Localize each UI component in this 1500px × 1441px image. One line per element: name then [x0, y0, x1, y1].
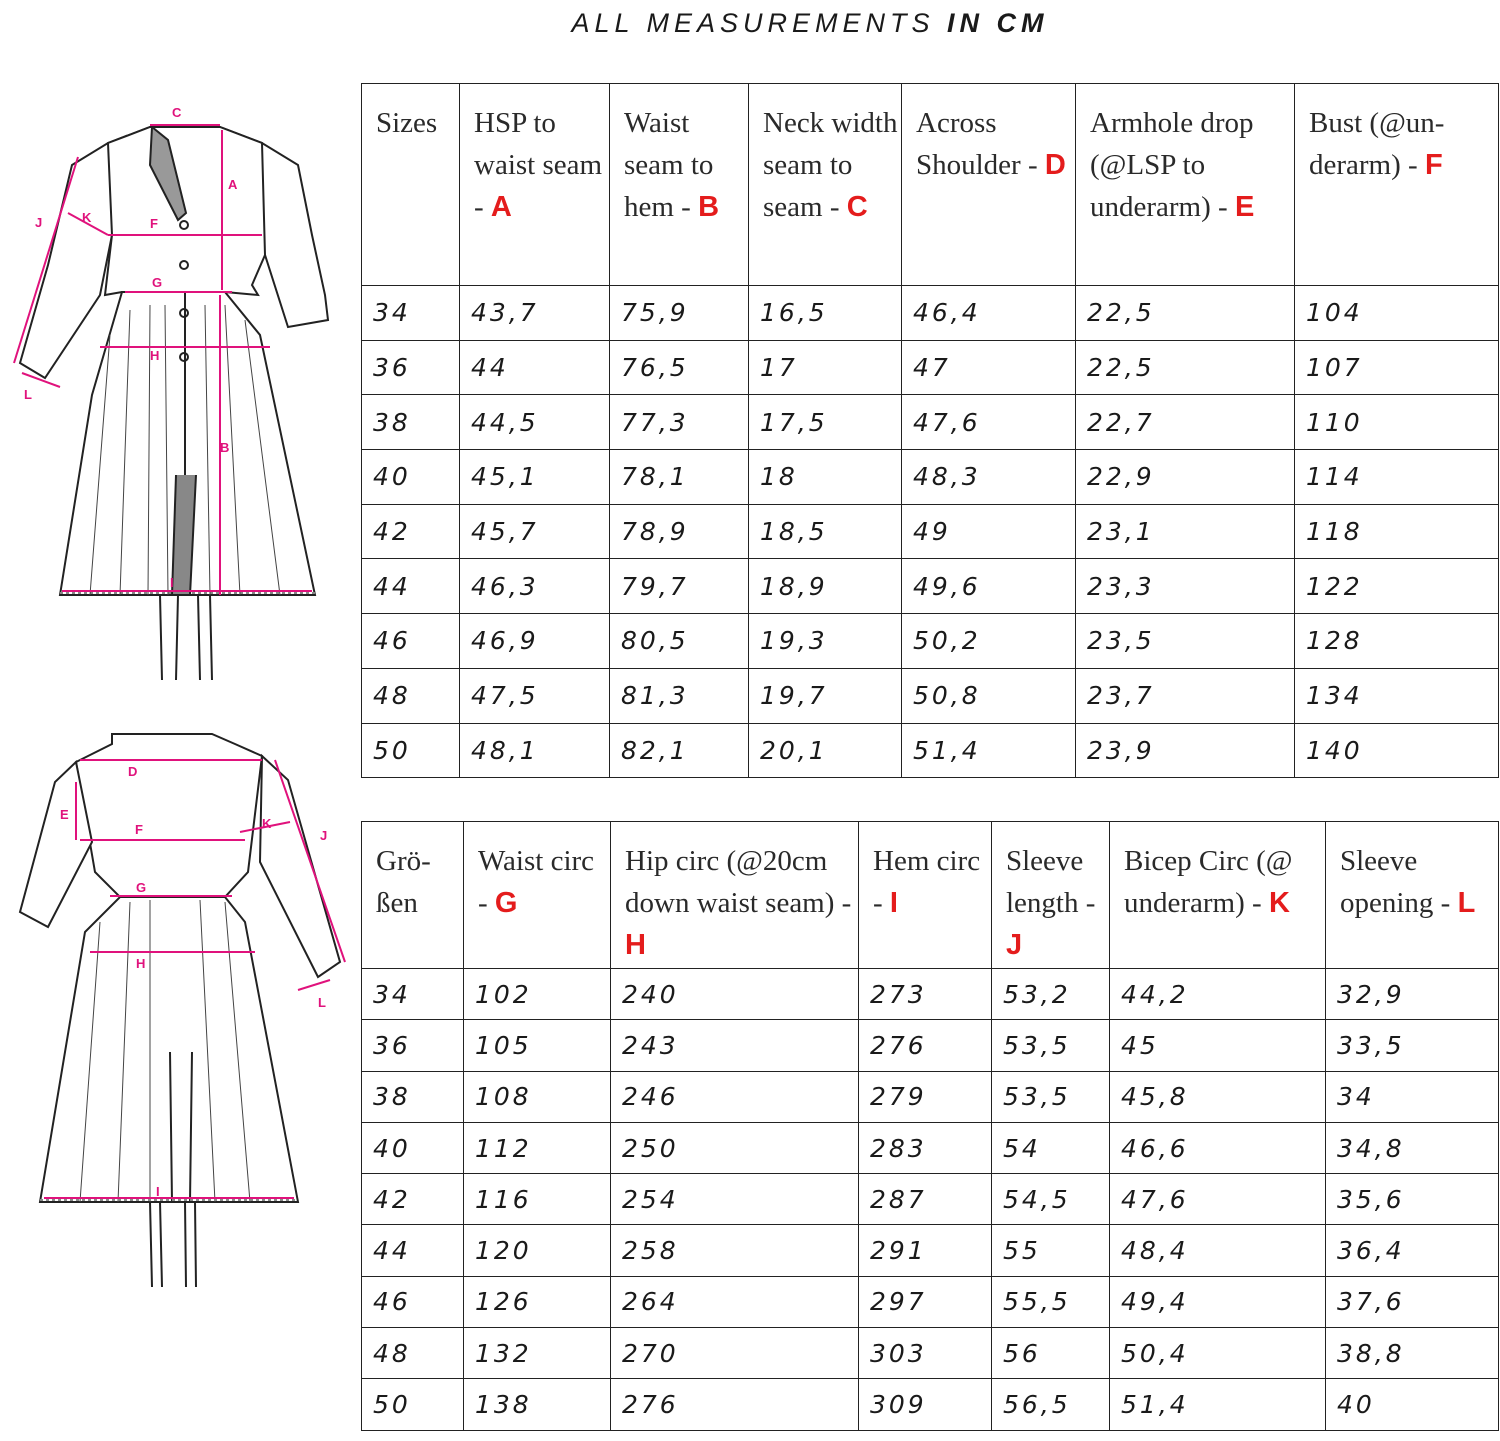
table-cell: 20,1	[749, 723, 902, 778]
table-cell: 114	[1295, 450, 1499, 505]
table-cell: 23,7	[1076, 668, 1295, 723]
table-cell: 276	[611, 1379, 859, 1430]
table-cell: 19,7	[749, 668, 902, 723]
table-cell: 246	[611, 1071, 859, 1122]
table-cell: 45,8	[1110, 1071, 1326, 1122]
column-header	[749, 84, 902, 286]
table-cell: 53,5	[992, 1020, 1110, 1071]
table-row	[362, 1379, 1499, 1430]
svg-text:G: G	[152, 275, 163, 290]
table-cell: 44	[362, 1225, 464, 1276]
table-cell: 48,3	[902, 450, 1076, 505]
table-cell: 44	[362, 559, 460, 614]
table-cell: 110	[1295, 395, 1499, 450]
measurement-code: D	[1044, 149, 1066, 181]
table-cell: 75,9	[610, 286, 749, 341]
column-header-label: Sleeve length -	[1006, 845, 1096, 919]
back-garment-diagram	[0, 722, 360, 1292]
table-cell: 82,1	[610, 723, 749, 778]
svg-text:J: J	[320, 828, 328, 843]
table-cell: 287	[859, 1174, 992, 1225]
svg-text:A: A	[228, 177, 238, 192]
table-cell: 254	[611, 1174, 859, 1225]
measurement-code: F	[1424, 149, 1443, 181]
table-cell: 46	[362, 614, 460, 669]
table-cell: 46,4	[902, 286, 1076, 341]
table-cell: 283	[859, 1122, 992, 1173]
size-chart-table-1	[361, 83, 1499, 778]
table-row	[362, 668, 1499, 723]
column-header-label: Armhole drop (@LSP to underarm) -	[1090, 107, 1254, 223]
column-header-label: Bust (@un-derarm) -	[1309, 107, 1445, 181]
column-header	[610, 84, 749, 286]
table-row	[362, 1122, 1499, 1173]
svg-text:F: F	[135, 822, 143, 837]
table-cell: 47,5	[460, 668, 610, 723]
table-row	[362, 1276, 1499, 1327]
table-cell: 34,8	[1326, 1122, 1499, 1173]
svg-text:I: I	[170, 575, 174, 590]
table-cell: 35,6	[1326, 1174, 1499, 1225]
table-cell: 264	[611, 1276, 859, 1327]
back-garment-svg	[0, 722, 360, 1292]
column-header-label: Bicep Circ (@ underarm) -	[1124, 845, 1293, 919]
table-cell: 40	[362, 1122, 464, 1173]
table-cell: 22,7	[1076, 395, 1295, 450]
table-cell: 138	[464, 1379, 611, 1430]
column-header	[464, 822, 611, 969]
table-cell: 122	[1295, 559, 1499, 614]
table-cell: 18	[749, 450, 902, 505]
table-body	[362, 286, 1499, 778]
svg-text:K: K	[82, 210, 92, 225]
table-cell: 34	[362, 969, 464, 1020]
table-cell: 48,1	[460, 723, 610, 778]
table-cell: 45,1	[460, 450, 610, 505]
measurement-code: K	[1268, 887, 1290, 919]
table-cell: 134	[1295, 668, 1499, 723]
table-cell: 80,5	[610, 614, 749, 669]
table-cell: 23,3	[1076, 559, 1295, 614]
svg-text:J: J	[35, 215, 43, 230]
table-cell: 36,4	[1326, 1225, 1499, 1276]
table-cell: 49,4	[1110, 1276, 1326, 1327]
table-cell: 51,4	[1110, 1379, 1326, 1430]
column-header-label: HSP to waist seam -	[474, 107, 603, 223]
measurement-code: A	[490, 191, 512, 223]
column-header	[460, 84, 610, 286]
table-cell: 22,9	[1076, 450, 1295, 505]
table-cell: 258	[611, 1225, 859, 1276]
table-cell: 303	[859, 1328, 992, 1379]
table-cell: 22,5	[1076, 340, 1295, 395]
table-cell: 273	[859, 969, 992, 1020]
table-cell: 50,8	[902, 668, 1076, 723]
table-cell: 140	[1295, 723, 1499, 778]
table-cell: 50	[362, 723, 460, 778]
svg-text:G: G	[136, 880, 147, 895]
table-cell: 279	[859, 1071, 992, 1122]
table-row	[362, 340, 1499, 395]
column-header	[1295, 84, 1499, 286]
table-cell: 81,3	[610, 668, 749, 723]
table-row	[362, 723, 1499, 778]
table-cell: 46,3	[460, 559, 610, 614]
column-header-label: Sizes	[376, 107, 438, 139]
table-cell: 118	[1295, 504, 1499, 559]
table-cell: 76,5	[610, 340, 749, 395]
measurement-code: E	[1234, 191, 1255, 223]
table-row	[362, 504, 1499, 559]
measurement-code: H	[625, 929, 646, 961]
table-cell: 49	[902, 504, 1076, 559]
table-row	[362, 1071, 1499, 1122]
table-cell: 45,7	[460, 504, 610, 559]
table-header-row	[362, 84, 1499, 286]
measurement-code: G	[494, 887, 518, 919]
column-header	[902, 84, 1076, 286]
column-header	[362, 822, 464, 969]
table-cell: 42	[362, 504, 460, 559]
table-row	[362, 395, 1499, 450]
title-prefix: ALL MEASUREMENTS	[571, 8, 948, 38]
table-cell: 79,7	[610, 559, 749, 614]
table-body	[362, 969, 1499, 1431]
table-cell: 56,5	[992, 1379, 1110, 1430]
table-cell: 40	[362, 450, 460, 505]
table-cell: 56	[992, 1328, 1110, 1379]
column-header-label: Hem circ -	[873, 845, 981, 919]
table-cell: 309	[859, 1379, 992, 1430]
column-header-label: Neck width seam to seam -	[763, 107, 898, 223]
table-cell: 55	[992, 1225, 1110, 1276]
table-row	[362, 450, 1499, 505]
column-header	[362, 84, 460, 286]
table-cell: 23,1	[1076, 504, 1295, 559]
measurement-code: L	[1457, 887, 1476, 919]
svg-text:B: B	[220, 440, 230, 455]
title-emphasis: IN CM	[947, 8, 1049, 38]
table-cell: 105	[464, 1020, 611, 1071]
table-cell: 297	[859, 1276, 992, 1327]
table-cell: 243	[611, 1020, 859, 1071]
svg-text:E: E	[60, 807, 69, 822]
front-garment-svg	[0, 95, 345, 690]
table-header-row	[362, 822, 1499, 969]
table-cell: 45	[1110, 1020, 1326, 1071]
front-garment-diagram	[0, 95, 345, 690]
svg-text:L: L	[24, 387, 32, 402]
table-cell: 47,6	[902, 395, 1076, 450]
table-cell: 38	[362, 1071, 464, 1122]
size-chart-table-2	[361, 821, 1499, 1431]
table-cell: 19,3	[749, 614, 902, 669]
table-cell: 116	[464, 1174, 611, 1225]
table-cell: 17	[749, 340, 902, 395]
table-cell: 270	[611, 1328, 859, 1379]
table-cell: 38,8	[1326, 1328, 1499, 1379]
table-cell: 54,5	[992, 1174, 1110, 1225]
column-header	[1076, 84, 1295, 286]
table-cell: 48	[362, 668, 460, 723]
table-cell: 33,5	[1326, 1020, 1499, 1071]
table-cell: 104	[1295, 286, 1499, 341]
table-cell: 54	[992, 1122, 1110, 1173]
table-cell: 34	[362, 286, 460, 341]
table-cell: 51,4	[902, 723, 1076, 778]
table-cell: 36	[362, 1020, 464, 1071]
column-header	[992, 822, 1110, 969]
column-header	[1326, 822, 1499, 969]
column-header-label: Waist circ -	[478, 845, 595, 919]
column-header	[1110, 822, 1326, 969]
table-cell: 50	[362, 1379, 464, 1430]
column-header	[859, 822, 992, 969]
table-cell: 36	[362, 340, 460, 395]
svg-text:C: C	[172, 105, 182, 120]
page-title	[0, 8, 1500, 39]
table-cell: 126	[464, 1276, 611, 1327]
svg-text:H: H	[150, 348, 160, 363]
table-cell: 50,2	[902, 614, 1076, 669]
table-cell: 78,9	[610, 504, 749, 559]
svg-text:D: D	[128, 764, 138, 779]
table-cell: 240	[611, 969, 859, 1020]
table-cell: 42	[362, 1174, 464, 1225]
table-cell: 23,5	[1076, 614, 1295, 669]
table-cell: 78,1	[610, 450, 749, 505]
table-cell: 40	[1326, 1379, 1499, 1430]
table-cell: 102	[464, 969, 611, 1020]
table-row	[362, 559, 1499, 614]
table-cell: 77,3	[610, 395, 749, 450]
table-cell: 49,6	[902, 559, 1076, 614]
table-cell: 48,4	[1110, 1225, 1326, 1276]
table-cell: 53,2	[992, 969, 1110, 1020]
svg-text:I: I	[156, 1184, 160, 1199]
table-cell: 107	[1295, 340, 1499, 395]
table-cell: 46,9	[460, 614, 610, 669]
column-header-label: Hip circ (@20cm down waist seam) -	[625, 845, 852, 919]
table-cell: 38	[362, 395, 460, 450]
table-row	[362, 1225, 1499, 1276]
table-cell: 44,5	[460, 395, 610, 450]
table-cell: 53,5	[992, 1071, 1110, 1122]
table-row	[362, 1020, 1499, 1071]
table-cell: 18,9	[749, 559, 902, 614]
table-cell: 47,6	[1110, 1174, 1326, 1225]
table-cell: 108	[464, 1071, 611, 1122]
svg-text:F: F	[150, 216, 158, 231]
table-cell: 22,5	[1076, 286, 1295, 341]
table-cell: 276	[859, 1020, 992, 1071]
svg-text:H: H	[136, 956, 146, 971]
measurement-code: B	[698, 191, 720, 223]
table-cell: 44	[460, 340, 610, 395]
table-cell: 47	[902, 340, 1076, 395]
table-cell: 17,5	[749, 395, 902, 450]
table-cell: 291	[859, 1225, 992, 1276]
table-cell: 16,5	[749, 286, 902, 341]
column-header-label: Grö-ßen	[376, 845, 431, 919]
column-header-label: Sleeve opening -	[1340, 845, 1458, 919]
table-cell: 112	[464, 1122, 611, 1173]
table-row	[362, 1174, 1499, 1225]
table-row	[362, 969, 1499, 1020]
measurement-code: I	[889, 887, 898, 919]
table-cell: 250	[611, 1122, 859, 1173]
column-header	[611, 822, 859, 969]
svg-text:K: K	[262, 816, 272, 831]
table-cell: 120	[464, 1225, 611, 1276]
table-cell: 48	[362, 1328, 464, 1379]
column-header-label: Waist seam to hem -	[624, 107, 714, 223]
table-cell: 18,5	[749, 504, 902, 559]
table-cell: 37,6	[1326, 1276, 1499, 1327]
column-header-label: Across Shoulder -	[916, 107, 1045, 181]
measurement-code: C	[846, 191, 868, 223]
table-cell: 55,5	[992, 1276, 1110, 1327]
table-cell: 46	[362, 1276, 464, 1327]
table-cell: 46,6	[1110, 1122, 1326, 1173]
table-row	[362, 614, 1499, 669]
table-cell: 43,7	[460, 286, 610, 341]
table-cell: 128	[1295, 614, 1499, 669]
measurement-code: J	[1006, 929, 1023, 961]
table-cell: 32,9	[1326, 969, 1499, 1020]
table-cell: 23,9	[1076, 723, 1295, 778]
table-cell: 34	[1326, 1071, 1499, 1122]
table-cell: 132	[464, 1328, 611, 1379]
svg-text:L: L	[318, 995, 326, 1010]
table-cell: 50,4	[1110, 1328, 1326, 1379]
table-row	[362, 1328, 1499, 1379]
table-cell: 44,2	[1110, 969, 1326, 1020]
table-row	[362, 286, 1499, 341]
